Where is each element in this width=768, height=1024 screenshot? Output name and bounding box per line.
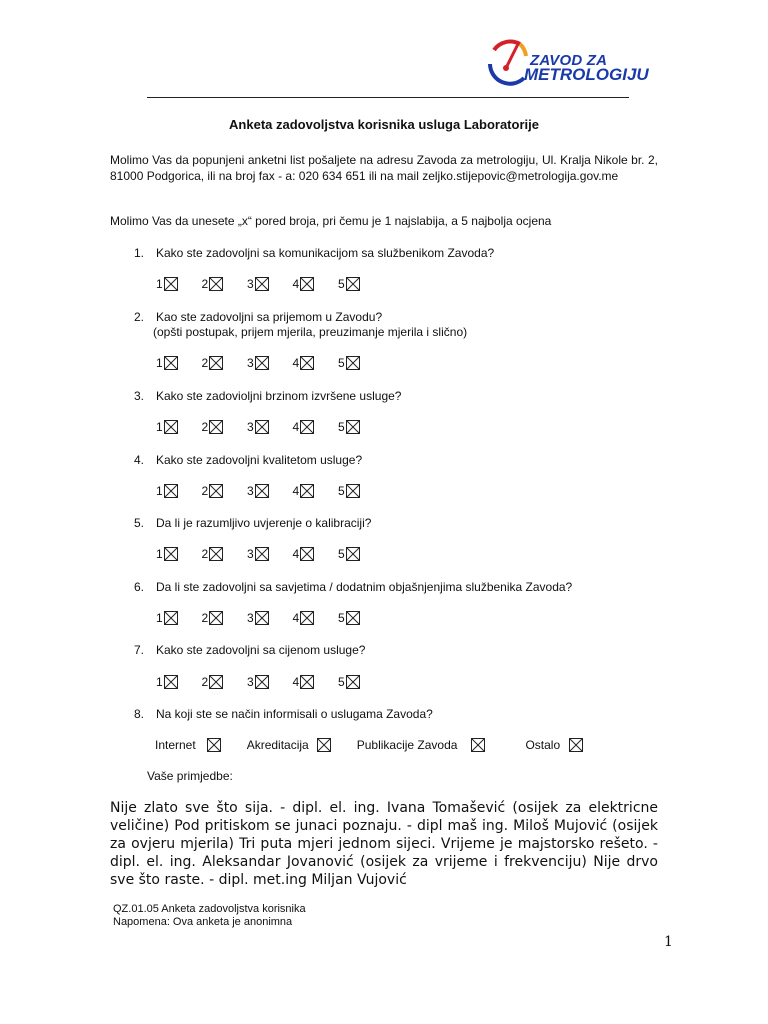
rating-number: 1 — [156, 484, 163, 498]
question-2 — [134, 309, 382, 325]
logo-line1: ZAVOD ZA — [530, 52, 608, 69]
rating-option-3 — [247, 547, 293, 561]
rating-option-5 — [338, 420, 384, 434]
rating-number: 5 — [338, 356, 345, 370]
checkbox-crossed-icon[interactable] — [209, 277, 223, 291]
question-3 — [134, 388, 401, 404]
rating-option-1 — [156, 420, 202, 434]
checkbox-crossed-icon[interactable] — [255, 611, 269, 625]
info-option — [247, 738, 331, 752]
rating-option-3 — [247, 611, 293, 625]
rating-row-3 — [156, 420, 384, 434]
rating-option-2 — [202, 484, 248, 498]
question-6 — [134, 579, 572, 595]
question-number: 3. — [134, 389, 145, 403]
instruction-paragraph: Molimo Vas da unesete „x“ pored broja, pri čemu je 1 najslabija, a 5 najbolja ocjena — [110, 214, 552, 228]
rating-number: 2 — [201, 277, 209, 291]
rating-number: 1 — [156, 420, 163, 434]
info-option — [155, 738, 221, 752]
rating-number: 4 — [292, 611, 300, 625]
rating-number: 5 — [338, 611, 345, 625]
checkbox-crossed-icon[interactable] — [346, 277, 360, 291]
rating-option-4 — [293, 484, 339, 498]
question-1 — [134, 245, 494, 261]
rating-row-1 — [156, 277, 384, 291]
checkbox-crossed-icon[interactable] — [255, 547, 269, 561]
info-source-row — [155, 738, 583, 752]
rating-option-1 — [156, 356, 202, 370]
rating-option-3 — [247, 420, 293, 434]
rating-option-1 — [156, 484, 202, 498]
checkbox-crossed-icon[interactable] — [346, 484, 360, 498]
remarks-text: Nije zlato sve što sija. - dipl. el. ing. Ivana Tomašević (osijek za elektricne veličine) Pod pritiskom se junaci poznaju. - dipl maš ing. Miloš Mujović (osijek za ovjeru mjerila) Tri puta mjeri jednom sijeci. Vrijeme je majstorsko rešeto. - dipl. el. ing. Aleksandar Jovanović (osijek za vrijeme i frekvenciju) Nije drvo sve što raste. - dipl. met.ing Miljan Vujović — [110, 800, 658, 888]
question-text: Da li ste zadovoljni sa savjetima / dodatnim objašnjenjima službenika Zavoda? — [156, 580, 573, 594]
checkbox-crossed-icon[interactable] — [317, 738, 331, 752]
rating-option-3 — [247, 277, 293, 291]
rating-option-4 — [293, 611, 339, 625]
rating-number: 5 — [338, 420, 345, 434]
rating-number: 1 — [156, 356, 163, 370]
question-number: 7. — [134, 643, 145, 657]
checkbox-crossed-icon[interactable] — [471, 738, 485, 752]
rating-option-4 — [293, 547, 339, 561]
rating-number: 1 — [156, 611, 163, 625]
institute-logo — [480, 34, 660, 94]
checkbox-crossed-icon[interactable] — [255, 356, 269, 370]
checkbox-crossed-icon[interactable] — [255, 420, 269, 434]
question-number: 2. — [134, 310, 145, 324]
rating-option-1 — [156, 675, 202, 689]
rating-number: 4 — [292, 675, 300, 689]
rating-number: 3 — [247, 547, 254, 561]
checkbox-crossed-icon[interactable] — [300, 356, 314, 370]
rating-number: 1 — [156, 277, 163, 291]
checkbox-crossed-icon[interactable] — [300, 420, 314, 434]
rating-row-7 — [156, 675, 384, 689]
rating-option-2 — [202, 611, 248, 625]
rating-number: 5 — [338, 547, 345, 561]
question-text: Kao ste zadovoljni sa prijemom u Zavodu? — [156, 310, 383, 324]
checkbox-crossed-icon[interactable] — [255, 675, 269, 689]
checkbox-crossed-icon[interactable] — [300, 277, 314, 291]
question-5 — [134, 515, 371, 531]
footer-form-code: QZ.01.05 Anketa zadovoljstva korisnika — [113, 903, 306, 915]
rating-number: 2 — [201, 611, 209, 625]
checkbox-crossed-icon[interactable] — [209, 675, 223, 689]
rating-number: 1 — [156, 547, 163, 561]
checkbox-crossed-icon[interactable] — [255, 277, 269, 291]
info-option-label: Internet — [155, 738, 196, 752]
question-number: 8. — [134, 707, 145, 721]
rating-number: 3 — [247, 277, 254, 291]
rating-option-2 — [202, 420, 248, 434]
rating-option-2 — [202, 547, 248, 561]
question-text: Na koji ste se način informisali o uslugama Zavoda? — [156, 707, 433, 721]
rating-option-4 — [293, 277, 339, 291]
intro-paragraph: Molimo Vas da popunjeni anketni list pošaljete na adresu Zavoda za metrologiju, Ul. Kralja Nikole br. 2, 81000 Podgorica, ili na broj fax - a: 020 634 651 ili na mail zeljko.stijepovic@metrologija.gov.me — [110, 153, 658, 183]
checkbox-crossed-icon[interactable] — [300, 611, 314, 625]
rating-number: 3 — [247, 356, 254, 370]
rating-option-5 — [338, 484, 384, 498]
rating-number: 5 — [338, 675, 345, 689]
checkbox-crossed-icon[interactable] — [164, 277, 178, 291]
question-2-subtext: (opšti postupak, prijem mjerila, preuzimanje mjerila i slično) — [153, 325, 468, 339]
checkbox-crossed-icon[interactable] — [164, 611, 178, 625]
checkbox-crossed-icon[interactable] — [300, 675, 314, 689]
rating-option-1 — [156, 611, 202, 625]
checkbox-crossed-icon[interactable] — [209, 484, 223, 498]
checkbox-crossed-icon[interactable] — [164, 420, 178, 434]
question-4 — [134, 452, 362, 468]
rating-option-3 — [247, 675, 293, 689]
checkbox-crossed-icon[interactable] — [346, 611, 360, 625]
rating-number: 2 — [201, 484, 209, 498]
question-text: Kako ste zadovoljni sa cijenom usluge? — [156, 643, 366, 657]
header-rule — [147, 97, 629, 98]
question-number: 6. — [134, 580, 145, 594]
question-text: Kako ste zadovoljni kvalitetom usluge? — [156, 453, 363, 467]
question-8 — [134, 706, 433, 722]
checkbox-crossed-icon[interactable] — [346, 675, 360, 689]
question-number: 1. — [134, 246, 145, 260]
rating-number: 5 — [338, 277, 345, 291]
question-text: Kako ste zadovoljni sa komunikacijom sa službenikom Zavoda? — [156, 246, 495, 260]
footer-note: Napomena: Ova anketa je anonimna — [113, 916, 293, 928]
rating-option-2 — [202, 277, 248, 291]
question-number: 4. — [134, 453, 145, 467]
rating-row-4 — [156, 484, 384, 498]
rating-number: 4 — [292, 356, 300, 370]
rating-number: 4 — [292, 420, 300, 434]
question-number: 5. — [134, 516, 145, 530]
rating-number: 2 — [201, 356, 209, 370]
rating-option-1 — [156, 547, 202, 561]
rating-row-6 — [156, 611, 384, 625]
rating-option-5 — [338, 547, 384, 561]
checkbox-crossed-icon[interactable] — [300, 547, 314, 561]
checkbox-crossed-icon[interactable] — [164, 675, 178, 689]
rating-option-2 — [202, 356, 248, 370]
checkbox-crossed-icon[interactable] — [346, 356, 360, 370]
rating-option-5 — [338, 675, 384, 689]
rating-number: 4 — [292, 277, 300, 291]
rating-number: 2 — [201, 675, 209, 689]
checkbox-crossed-icon[interactable] — [164, 547, 178, 561]
checkbox-crossed-icon[interactable] — [164, 356, 178, 370]
checkbox-crossed-icon[interactable] — [255, 484, 269, 498]
rating-number: 4 — [292, 484, 300, 498]
rating-option-5 — [338, 277, 384, 291]
info-option — [525, 738, 583, 752]
checkbox-crossed-icon[interactable] — [209, 420, 223, 434]
question-text: Kako ste zadovioljni brzinom izvršene usluge? — [156, 389, 402, 403]
rating-number: 3 — [247, 611, 254, 625]
rating-option-5 — [338, 356, 384, 370]
checkbox-crossed-icon[interactable] — [346, 420, 360, 434]
document-title: Anketa zadovoljstva korisnika usluga Laboratorije — [229, 117, 539, 132]
info-option-label: Ostalo — [525, 738, 561, 752]
rating-row-2 — [156, 356, 384, 370]
question-text: Da li je razumljivo uvjerenje o kalibraciji? — [156, 516, 372, 530]
checkbox-crossed-icon[interactable] — [569, 738, 583, 752]
rating-number: 2 — [201, 420, 209, 434]
info-option — [357, 738, 486, 752]
checkbox-crossed-icon[interactable] — [209, 547, 223, 561]
rating-option-1 — [156, 277, 202, 291]
info-option-label: Publikacije Zavoda — [356, 738, 458, 752]
checkbox-crossed-icon[interactable] — [164, 484, 178, 498]
rating-option-4 — [293, 420, 339, 434]
rating-option-3 — [247, 356, 293, 370]
document-footer — [113, 903, 306, 929]
rating-option-4 — [293, 675, 339, 689]
question-7 — [134, 642, 365, 658]
checkbox-crossed-icon[interactable] — [209, 356, 223, 370]
checkbox-crossed-icon[interactable] — [209, 611, 223, 625]
rating-option-4 — [293, 356, 339, 370]
rating-number: 2 — [201, 547, 209, 561]
rating-row-5 — [156, 547, 384, 561]
rating-number: 3 — [247, 484, 254, 498]
rating-option-5 — [338, 611, 384, 625]
rating-number: 1 — [156, 675, 163, 689]
rating-number: 4 — [292, 547, 300, 561]
info-option-label: Akreditacija — [246, 738, 309, 752]
rating-number: 3 — [247, 675, 254, 689]
page-number: 1 — [664, 934, 673, 950]
rating-option-2 — [202, 675, 248, 689]
checkbox-crossed-icon[interactable] — [346, 547, 360, 561]
logo-line2: METROLOGIJU — [524, 65, 649, 84]
checkbox-crossed-icon[interactable] — [207, 738, 221, 752]
rating-option-3 — [247, 484, 293, 498]
rating-number: 5 — [338, 484, 345, 498]
remarks-label: Vaše primjedbe: — [147, 769, 233, 783]
checkbox-crossed-icon[interactable] — [300, 484, 314, 498]
rating-number: 3 — [247, 420, 254, 434]
